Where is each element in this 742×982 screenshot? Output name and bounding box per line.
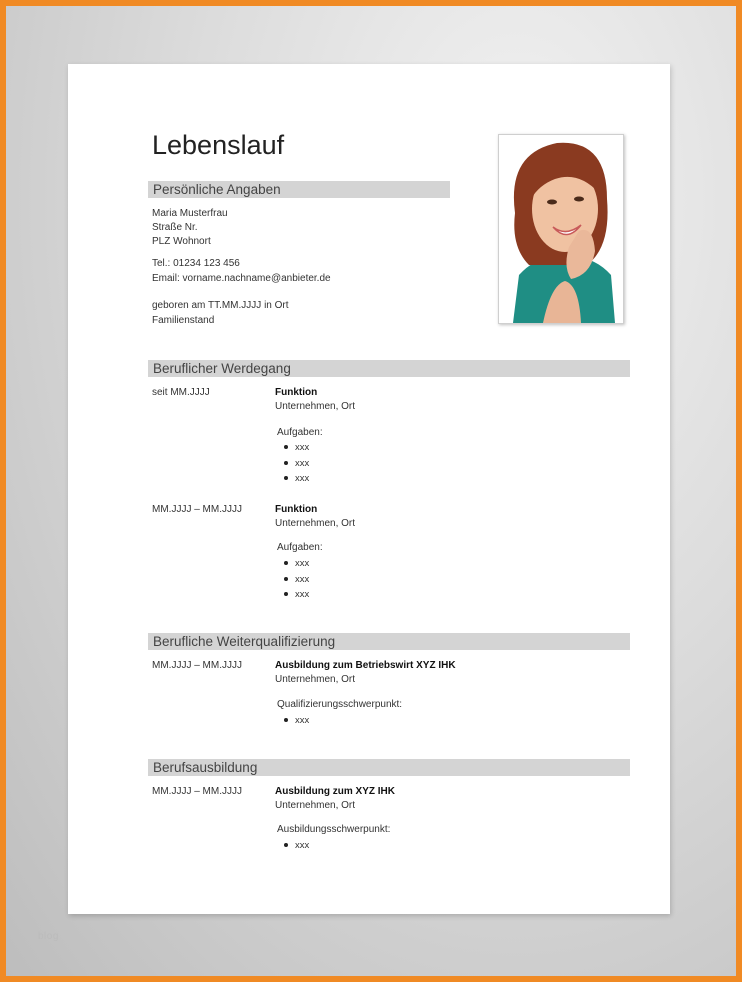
list-item: xxx [284, 556, 309, 572]
watermark: blog [38, 931, 59, 942]
person-street: Straße Nr. [152, 222, 198, 233]
profile-photo [498, 134, 624, 324]
bullet-icon [284, 718, 288, 722]
bullet-icon [284, 843, 288, 847]
section-heading-apprenticeship: Berufsausbildung [148, 759, 630, 776]
list-item: xxx [284, 456, 309, 472]
bullet-icon [284, 476, 288, 480]
career-company-2: Unternehmen, Ort [275, 518, 356, 529]
section-heading-career: Beruflicher Werdegang [148, 360, 630, 377]
bullet-icon [284, 592, 288, 596]
apprenticeship-focus-list [284, 838, 309, 854]
bullet-icon [284, 561, 288, 565]
list-item: xxx [284, 440, 309, 456]
training-title: Ausbildung zum Betriebswirt XYZ IHK [275, 660, 456, 671]
career-task-list-1 [284, 440, 309, 487]
career-task-list-2 [284, 556, 309, 603]
apprenticeship-focus-label: Ausbildungsschwerpunkt: [277, 824, 391, 835]
apprenticeship-date: MM.JJJJ – MM.JJJJ [152, 786, 242, 797]
page-title: Lebenslauf [152, 130, 285, 160]
section-heading-personal: Persönliche Angaben [148, 181, 450, 198]
training-focus-list [284, 713, 309, 729]
person-email: Email: vorname.nachname@anbieter.de [152, 273, 331, 284]
bullet-icon [284, 577, 288, 581]
bullet-icon [284, 445, 288, 449]
person-phone: Tel.: 01234 123 456 [152, 258, 240, 269]
career-tasks-label-1: Aufgaben: [277, 427, 323, 438]
career-role-2: Funktion [275, 504, 318, 515]
cv-page [68, 64, 670, 914]
person-city: PLZ Wohnort [152, 236, 211, 247]
career-company-1: Unternehmen, Ort [275, 401, 356, 412]
career-date-1: seit MM.JJJJ [152, 387, 210, 398]
apprenticeship-title: Ausbildung zum XYZ IHK [275, 786, 395, 797]
person-name: Maria Musterfrau [152, 208, 228, 219]
list-item: xxx [284, 572, 309, 588]
portrait-image [499, 135, 623, 323]
list-item: xxx [284, 713, 309, 729]
list-item: xxx [284, 587, 309, 603]
list-item: xxx [284, 471, 309, 487]
person-marital-status: Familienstand [152, 315, 215, 326]
apprenticeship-company: Unternehmen, Ort [275, 800, 356, 811]
bullet-icon [284, 461, 288, 465]
training-focus-label: Qualifizierungsschwerpunkt: [277, 699, 403, 710]
list-item: xxx [284, 838, 309, 854]
career-role-1: Funktion [275, 387, 318, 398]
career-tasks-label-2: Aufgaben: [277, 542, 323, 553]
training-company: Unternehmen, Ort [275, 674, 356, 685]
person-birth: geboren am TT.MM.JJJJ in Ort [152, 300, 289, 311]
training-date: MM.JJJJ – MM.JJJJ [152, 660, 242, 671]
section-heading-further-training: Berufliche Weiterqualifizierung [148, 633, 630, 650]
career-date-2: MM.JJJJ – MM.JJJJ [152, 504, 242, 515]
